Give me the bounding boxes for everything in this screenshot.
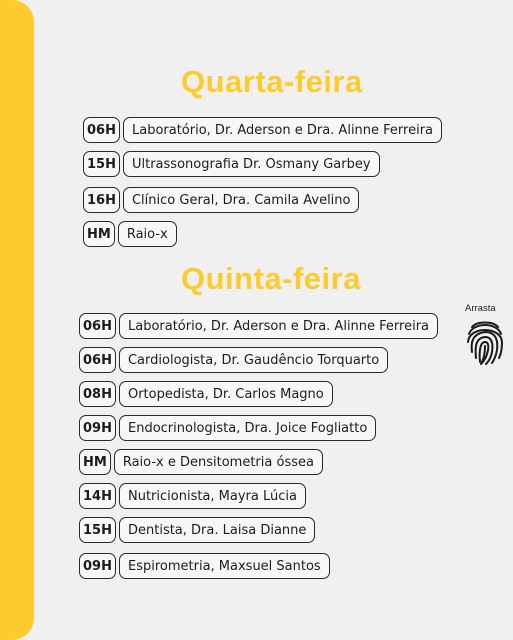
time-badge: HM <box>83 221 115 247</box>
wednesday-schedule-row <box>83 221 177 247</box>
appointment-label: Dentista, Dra. Laisa Dianne <box>119 517 315 543</box>
swipe-hint-label: Arrasta <box>465 303 496 314</box>
thursday-schedule-row <box>79 449 323 475</box>
time-badge: 09H <box>79 415 116 441</box>
time-badge: 06H <box>79 347 116 373</box>
wednesday-schedule-row <box>83 151 380 177</box>
appointment-label: Raio-x e Densitometria óssea <box>114 449 323 475</box>
appointment-label: Ultrassonografia Dr. Osmany Garbey <box>123 151 380 177</box>
time-badge: 15H <box>83 151 120 177</box>
wednesday-schedule-row <box>83 117 442 143</box>
thursday-schedule-row <box>79 313 438 339</box>
accent-stripe <box>0 0 34 640</box>
appointment-label: Nutricionista, Mayra Lúcia <box>119 483 306 509</box>
time-badge: 16H <box>83 187 120 213</box>
appointment-label: Laboratório, Dr. Aderson e Dra. Alinne Ferreira <box>123 117 442 143</box>
wednesday-schedule-row <box>83 187 359 213</box>
thursday-heading: Quinta-feira <box>181 261 361 296</box>
thursday-schedule-row <box>79 381 333 407</box>
appointment-label: Ortopedista, Dr. Carlos Magno <box>119 381 333 407</box>
thursday-schedule-row <box>79 347 388 373</box>
appointment-label: Clínico Geral, Dra. Camila Avelino <box>123 187 360 213</box>
thursday-schedule-row <box>79 415 376 441</box>
thursday-schedule-row <box>79 517 315 543</box>
wednesday-heading: Quarta-feira <box>181 64 363 99</box>
appointment-label: Raio-x <box>118 221 177 247</box>
time-badge: 09H <box>79 553 116 579</box>
thursday-schedule-row <box>79 483 306 509</box>
fingerprint-icon[interactable] <box>465 318 505 366</box>
appointment-label: Espirometria, Maxsuel Santos <box>119 553 330 579</box>
thursday-schedule-row <box>79 553 330 579</box>
appointment-label: Endocrinologista, Dra. Joice Fogliatto <box>119 415 376 441</box>
time-badge: 06H <box>79 313 116 339</box>
time-badge: 06H <box>83 117 120 143</box>
appointment-label: Cardiologista, Dr. Gaudêncio Torquarto <box>119 347 388 373</box>
appointment-label: Laboratório, Dr. Aderson e Dra. Alinne Ferreira <box>119 313 438 339</box>
time-badge: 14H <box>79 483 116 509</box>
time-badge: 08H <box>79 381 116 407</box>
time-badge: 15H <box>79 517 116 543</box>
time-badge: HM <box>79 449 111 475</box>
